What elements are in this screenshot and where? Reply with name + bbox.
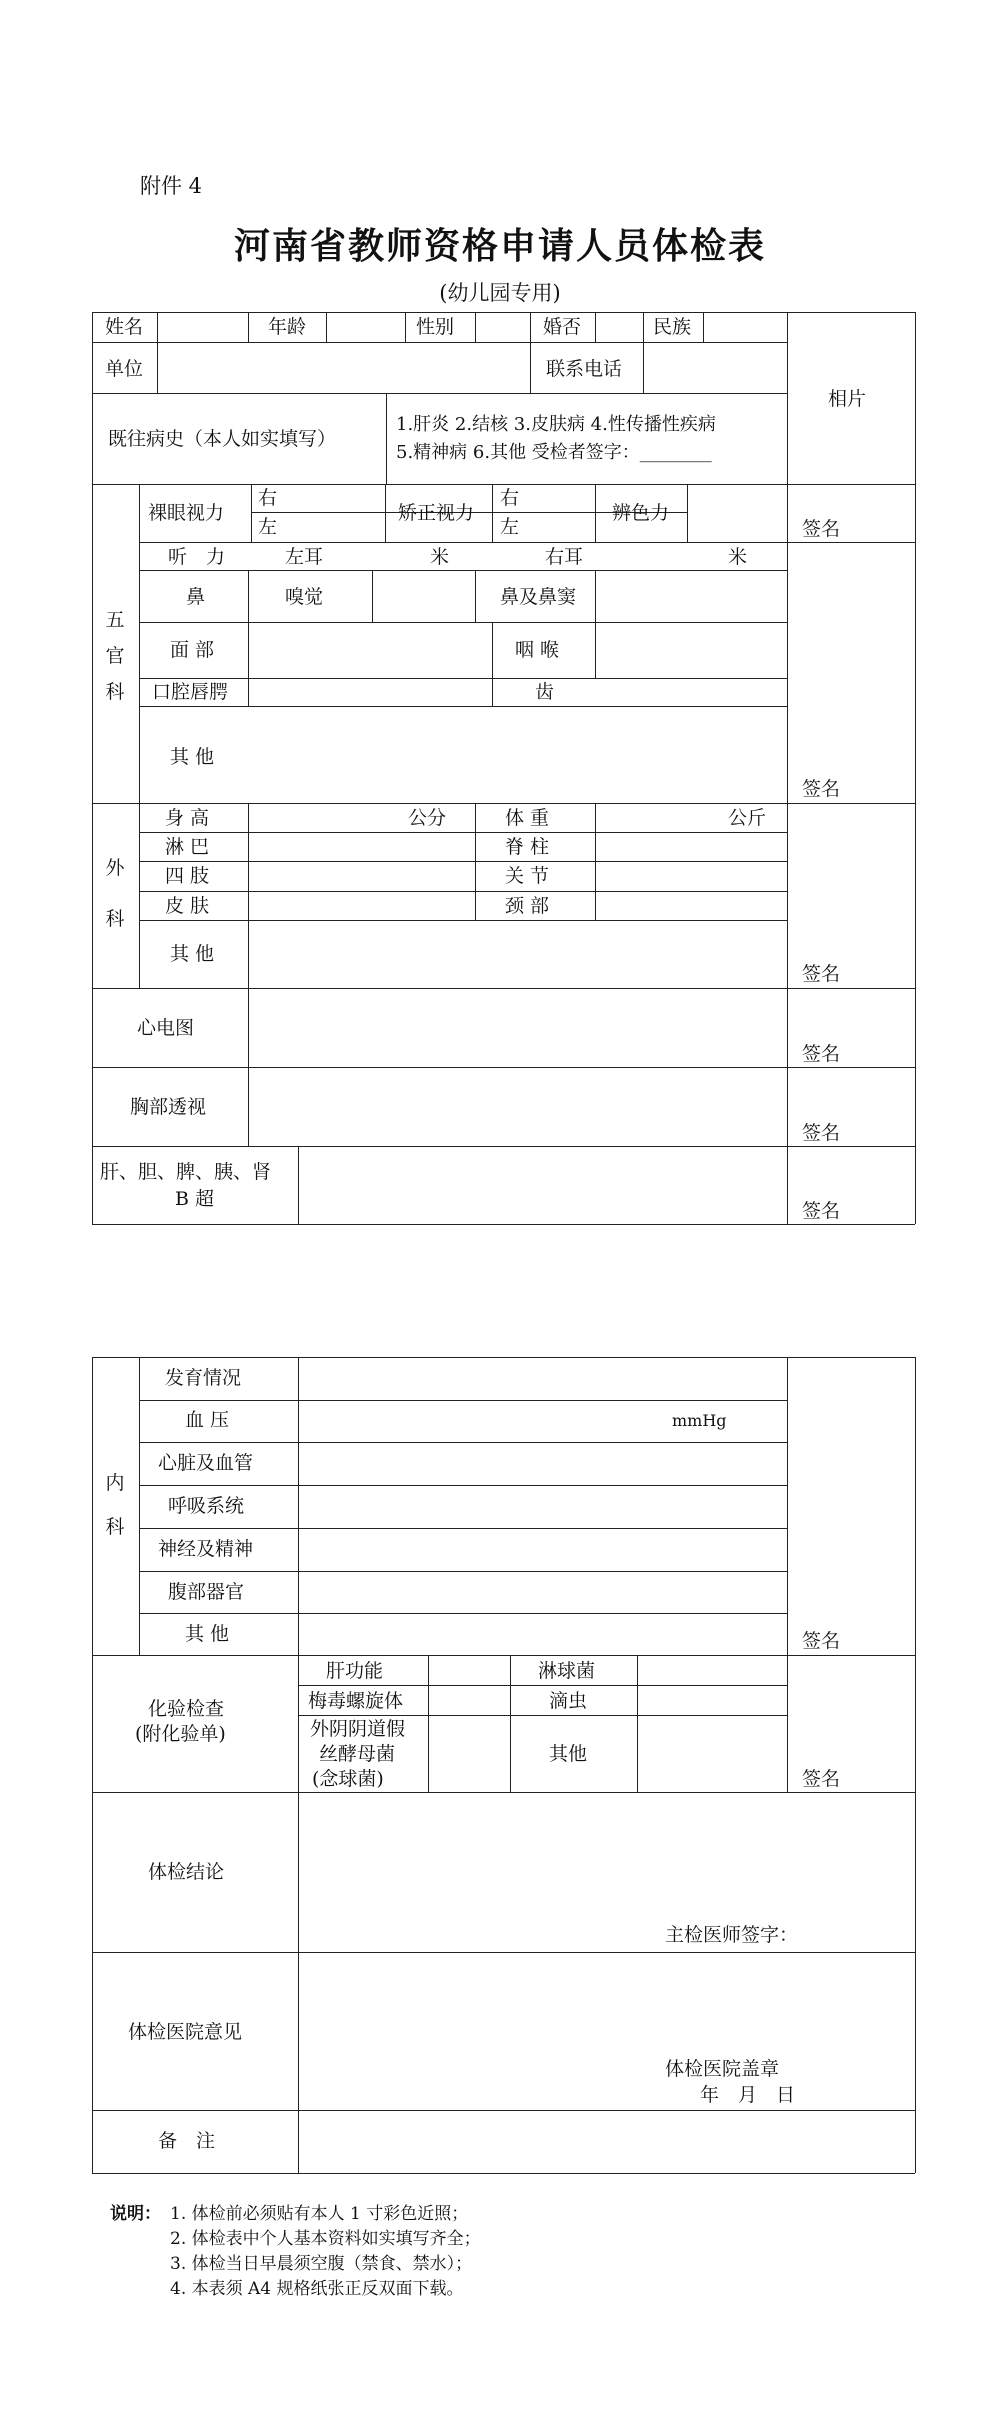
gonorrhea-label: 淋球菌 xyxy=(538,1660,596,1682)
photo-label: 相片 xyxy=(828,388,867,410)
internal-other-label: 其 他 xyxy=(185,1623,230,1645)
photo-box[interactable] xyxy=(789,314,913,482)
candida-label-line3: (念球菌) xyxy=(312,1768,384,1790)
page-title: 河南省教师资格申请人员体检表 xyxy=(233,225,766,267)
ultrasound-label-line2: B 超 xyxy=(175,1188,215,1210)
marital-label: 婚否 xyxy=(543,316,582,338)
ecg-sign[interactable]: 签名 xyxy=(802,1043,841,1065)
medical-history-options: 1.肝炎 2.结核 3.皮肤病 4.性传播性疾病 xyxy=(396,414,716,435)
medical-history-signature[interactable]: 5.精神病 6.其他 受检者签字：________ xyxy=(396,442,712,463)
phone-label: 联系电话 xyxy=(546,358,623,380)
surgery-other-label: 其 他 xyxy=(170,943,215,965)
face-field[interactable] xyxy=(250,624,490,676)
corrected-vision-label: 矫正视力 xyxy=(398,502,475,524)
ultrasound-sign[interactable]: 签名 xyxy=(802,1200,841,1222)
page-subtitle: (幼儿园专用) xyxy=(439,281,561,305)
respiratory-field[interactable] xyxy=(300,1487,785,1526)
throat-field[interactable] xyxy=(597,624,785,676)
color-vision-label: 辨色力 xyxy=(612,502,670,524)
respiratory-label: 呼吸系统 xyxy=(168,1495,245,1517)
employer-field[interactable] xyxy=(159,344,528,391)
internal-sign[interactable]: 签名 xyxy=(802,1630,841,1652)
internal-section-label: 内 科 xyxy=(105,1472,125,1538)
left-ear-label: 左耳 xyxy=(285,546,324,568)
gender-label: 性别 xyxy=(416,316,455,338)
corrected-vision-right: 右 xyxy=(500,487,520,509)
blood-pressure-label: 血 压 xyxy=(185,1409,230,1431)
lymph-label: 淋 巴 xyxy=(165,836,210,858)
chest-field[interactable] xyxy=(250,1069,785,1144)
joints-label: 关 节 xyxy=(505,865,550,887)
lab-sign[interactable]: 签名 xyxy=(802,1768,841,1790)
teeth-label: 齿 xyxy=(535,681,555,703)
syphilis-label: 梅毒螺旋体 xyxy=(308,1690,404,1712)
limbs-label: 四 肢 xyxy=(165,865,210,887)
name-label: 姓名 xyxy=(105,316,144,338)
ecg-label: 心电图 xyxy=(137,1017,195,1039)
blood-pressure-unit: mmHg xyxy=(672,1411,727,1430)
naked-vision-right: 右 xyxy=(258,487,278,509)
remarks-label: 备 注 xyxy=(158,2130,216,2152)
conclusion-field[interactable] xyxy=(300,1794,913,1950)
surgery-section-label: 外 科 xyxy=(105,857,125,931)
sinus-field[interactable] xyxy=(597,572,785,620)
nose-label: 鼻 xyxy=(186,586,206,608)
neuro-label: 神经及精神 xyxy=(158,1538,254,1560)
chest-label: 胸部透视 xyxy=(130,1096,207,1118)
lab-label-line2: (附化验单) xyxy=(135,1723,226,1745)
heart-label: 心脏及血管 xyxy=(158,1452,254,1474)
weight-unit: 公斤 xyxy=(728,807,767,829)
five-organs-section-label: 五 官 科 xyxy=(105,609,125,704)
note-item: 2. 体检表中个人基本资料如实填写齐全； xyxy=(170,2229,481,2249)
height-unit: 公分 xyxy=(408,807,447,829)
five-organs-other-label: 其 他 xyxy=(170,746,215,768)
left-ear-unit: 米 xyxy=(430,546,450,568)
employer-label: 单位 xyxy=(105,358,144,380)
age-label: 年龄 xyxy=(268,316,307,338)
internal-other-field[interactable] xyxy=(300,1615,785,1653)
surgery-other-field[interactable] xyxy=(250,922,785,986)
remarks-field[interactable] xyxy=(300,2112,913,2171)
neuro-field[interactable] xyxy=(300,1530,785,1569)
smell-field[interactable] xyxy=(374,572,473,620)
chest-sign[interactable]: 签名 xyxy=(802,1122,841,1144)
vision-sign[interactable]: 签名 xyxy=(802,518,841,540)
ethnicity-label: 民族 xyxy=(653,316,692,338)
throat-label: 咽 喉 xyxy=(515,639,560,661)
five-organs-sign[interactable]: 签名 xyxy=(802,778,841,800)
age-field[interactable] xyxy=(328,314,403,340)
naked-vision-label: 裸眼视力 xyxy=(148,502,225,524)
neck-label: 颈 部 xyxy=(505,895,550,917)
spine-label: 脊 柱 xyxy=(505,836,550,858)
right-ear-label: 右耳 xyxy=(545,546,584,568)
ecg-field[interactable] xyxy=(250,990,785,1065)
name-field[interactable] xyxy=(159,314,246,340)
oral-label: 口腔唇腭 xyxy=(152,681,229,703)
smell-label: 嗅觉 xyxy=(285,586,324,608)
skin-label: 皮 肤 xyxy=(165,895,210,917)
color-vision-field[interactable] xyxy=(689,486,785,540)
right-ear-unit: 米 xyxy=(728,546,748,568)
five-organs-other-field[interactable] xyxy=(250,708,785,801)
medical-history-label: 既往病史（本人如实填写） xyxy=(108,428,337,450)
weight-label: 体 重 xyxy=(505,807,550,829)
naked-vision-left: 左 xyxy=(258,516,278,538)
sinus-label: 鼻及鼻窦 xyxy=(500,586,577,608)
phone-field[interactable] xyxy=(645,344,785,391)
liver-function-label: 肝功能 xyxy=(326,1660,384,1682)
hospital-opinion-label: 体检医院意见 xyxy=(128,2021,243,2043)
candida-label-line2: 丝酵母菌 xyxy=(319,1743,396,1765)
trichomonas-label: 滴虫 xyxy=(549,1690,588,1712)
development-field[interactable] xyxy=(300,1359,785,1398)
candida-label-line1: 外阴阴道假 xyxy=(310,1718,406,1740)
face-label: 面 部 xyxy=(170,639,215,661)
note-item: 1. 体检前必须贴有本人 1 寸彩色近照； xyxy=(170,2204,469,2224)
ultrasound-field[interactable] xyxy=(300,1148,785,1222)
hospital-seal-label: 体检医院盖章 xyxy=(665,2058,780,2080)
attachment-label: 附件 4 xyxy=(140,174,203,198)
abdomen-label: 腹部器官 xyxy=(168,1581,245,1603)
gender-field[interactable] xyxy=(477,314,528,340)
notes-label: 说明： xyxy=(110,2204,161,2224)
hospital-opinion-field[interactable] xyxy=(300,1954,913,2108)
development-label: 发育情况 xyxy=(165,1367,242,1389)
note-item: 3. 体检当日早晨须空腹（禁食、禁水）； xyxy=(170,2254,473,2274)
conclusion-label: 体检结论 xyxy=(148,1861,225,1883)
abdomen-field[interactable] xyxy=(300,1573,785,1611)
heart-field[interactable] xyxy=(300,1444,785,1483)
hearing-label: 听 力 xyxy=(168,546,226,568)
lab-label-line1: 化验检查 xyxy=(148,1698,225,1720)
height-label: 身 高 xyxy=(165,807,210,829)
date-label[interactable]: 年 月 日 xyxy=(700,2084,796,2106)
corrected-vision-left: 左 xyxy=(500,516,520,538)
chief-doctor-signature[interactable]: 主检医师签字： xyxy=(665,1924,799,1946)
ethnicity-field[interactable] xyxy=(705,314,785,340)
ultrasound-label-line1: 肝、胆、脾、胰、肾 xyxy=(100,1161,272,1183)
surgery-sign[interactable]: 签名 xyxy=(802,963,841,985)
note-item: 4. 本表须 A4 规格纸张正反双面下载。 xyxy=(170,2279,464,2299)
lab-other-label: 其他 xyxy=(549,1743,588,1765)
marital-field[interactable] xyxy=(597,314,641,340)
